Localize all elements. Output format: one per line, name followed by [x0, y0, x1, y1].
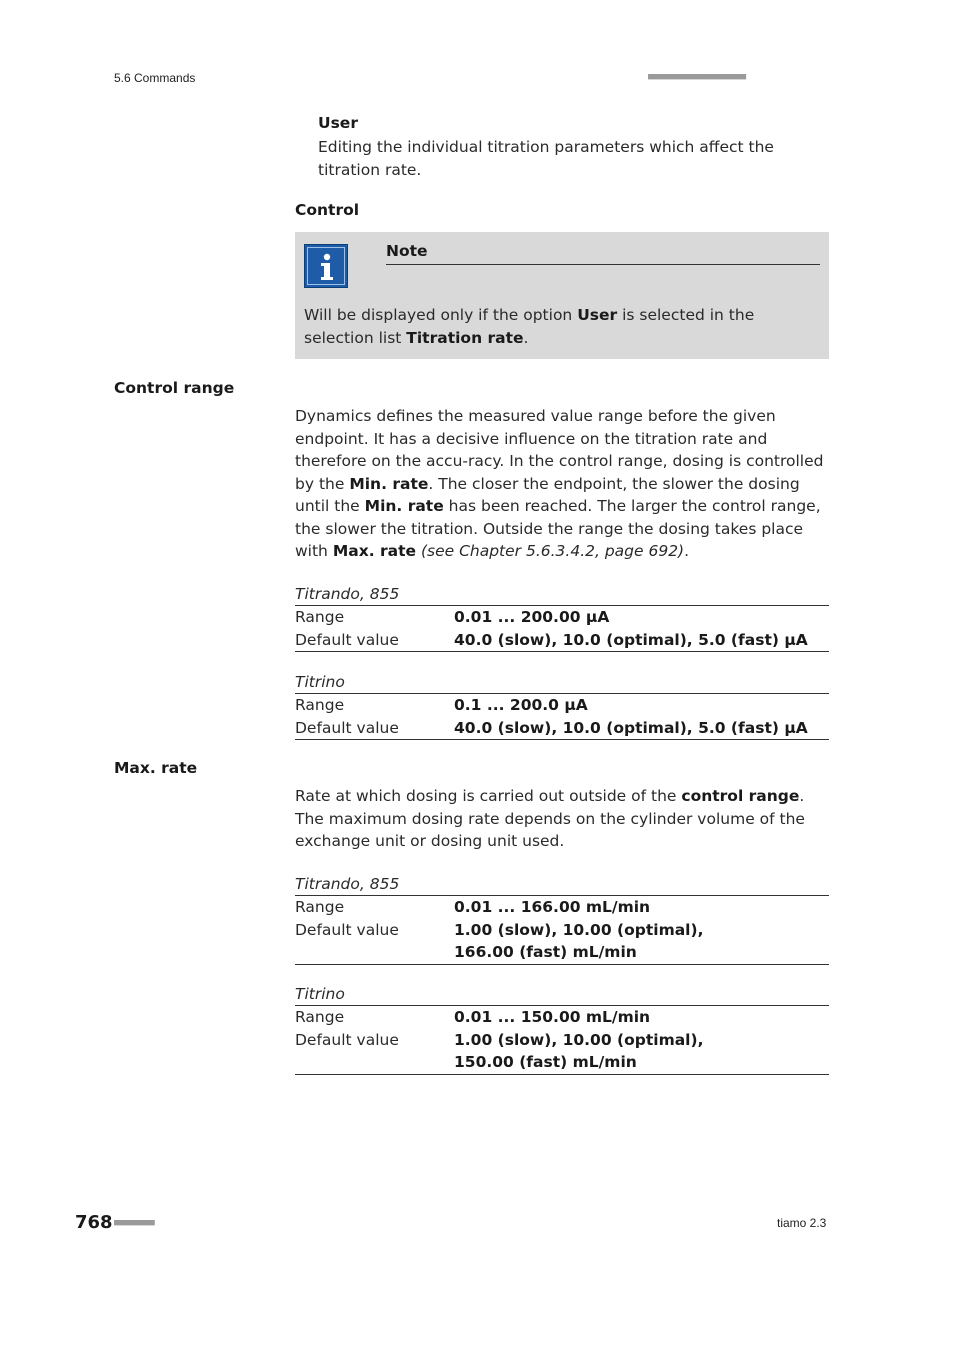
table-row: Default value 1.00 (slow), 10.00 (optimal), 150.00 (fast) mL/min — [295, 1030, 704, 1071]
running-header-section: 5.6 Commands — [114, 71, 196, 85]
page-number: 768 — [75, 1212, 113, 1233]
footer-marks: ■■■■■■■■■ — [114, 1218, 154, 1228]
note-title: Note — [386, 242, 428, 260]
max-rate-table-titrino — [295, 983, 829, 1075]
note-bold-user: User — [577, 306, 618, 324]
table-caption: Titrino — [295, 985, 345, 1003]
note-divider — [386, 264, 820, 265]
control-range-table-titrino — [295, 671, 829, 740]
table-row: Range 0.1 ... 200.0 µA — [295, 696, 588, 714]
control-heading: Control — [295, 201, 360, 219]
max-rate-table-titrando — [295, 873, 829, 965]
table-row: Default value 40.0 (slow), 10.0 (optimal), 5.0 (fast) µA — [295, 718, 808, 737]
chapter-reference[interactable]: (see Chapter 5.6.3.4.2, page 692) — [416, 542, 685, 560]
control-range-heading: Control range — [114, 379, 235, 397]
table-row: Default value 40.0 (slow), 10.0 (optimal), 5.0 (fast) µA — [295, 630, 808, 649]
table-caption: Titrando, 855 — [295, 875, 400, 893]
running-header-marks: ■■■■■■■■■■■■■■■■■■■■■■ — [648, 72, 746, 82]
max-rate-description: Rate at which dosing is carried out outside of the control range. The maximum dosing rate depends on the cylinder volume of the exchange unit or dosing unit used. — [295, 787, 805, 850]
control-range-table-titrando — [295, 583, 829, 652]
note-text: Will be displayed only if the option User is selected in the selection list Titration rate. — [304, 306, 755, 347]
control-range-description: Dynamics defines the measured value range before the given endpoint. It has a decisive influence on the titration rate and therefore on the accu-racy. In the control range, dosing is controlled by the Min. rate. The closer the endpoint, the slower the dosing until the Min. rate has been reached. The larger the control range, the slower the titration. Outside the range the dosing takes place with Max. rate (see Chapter 5.6.3.4.2, page 692). — [295, 407, 824, 560]
note-bold-titration-rate: Titration rate — [406, 328, 524, 347]
table-caption: Titrando, 855 — [295, 585, 400, 603]
info-icon — [304, 244, 348, 288]
table-row: Range 0.01 ... 150.00 mL/min — [295, 1008, 651, 1026]
max-rate-heading: Max. rate — [114, 759, 198, 777]
table-row: Default value 1.00 (slow), 10.00 (optimal), 166.00 (fast) mL/min — [295, 920, 704, 961]
table-caption: Titrino — [295, 673, 345, 691]
user-option-title: User — [318, 114, 358, 132]
table-row: Range 0.01 ... 166.00 mL/min — [295, 898, 651, 916]
user-option-description: Editing the individual titration parameters which affect the titration rate. — [318, 138, 774, 179]
footer-product: tiamo 2.3 — [777, 1216, 827, 1230]
table-row: Range 0.01 ... 200.00 µA — [295, 608, 610, 626]
